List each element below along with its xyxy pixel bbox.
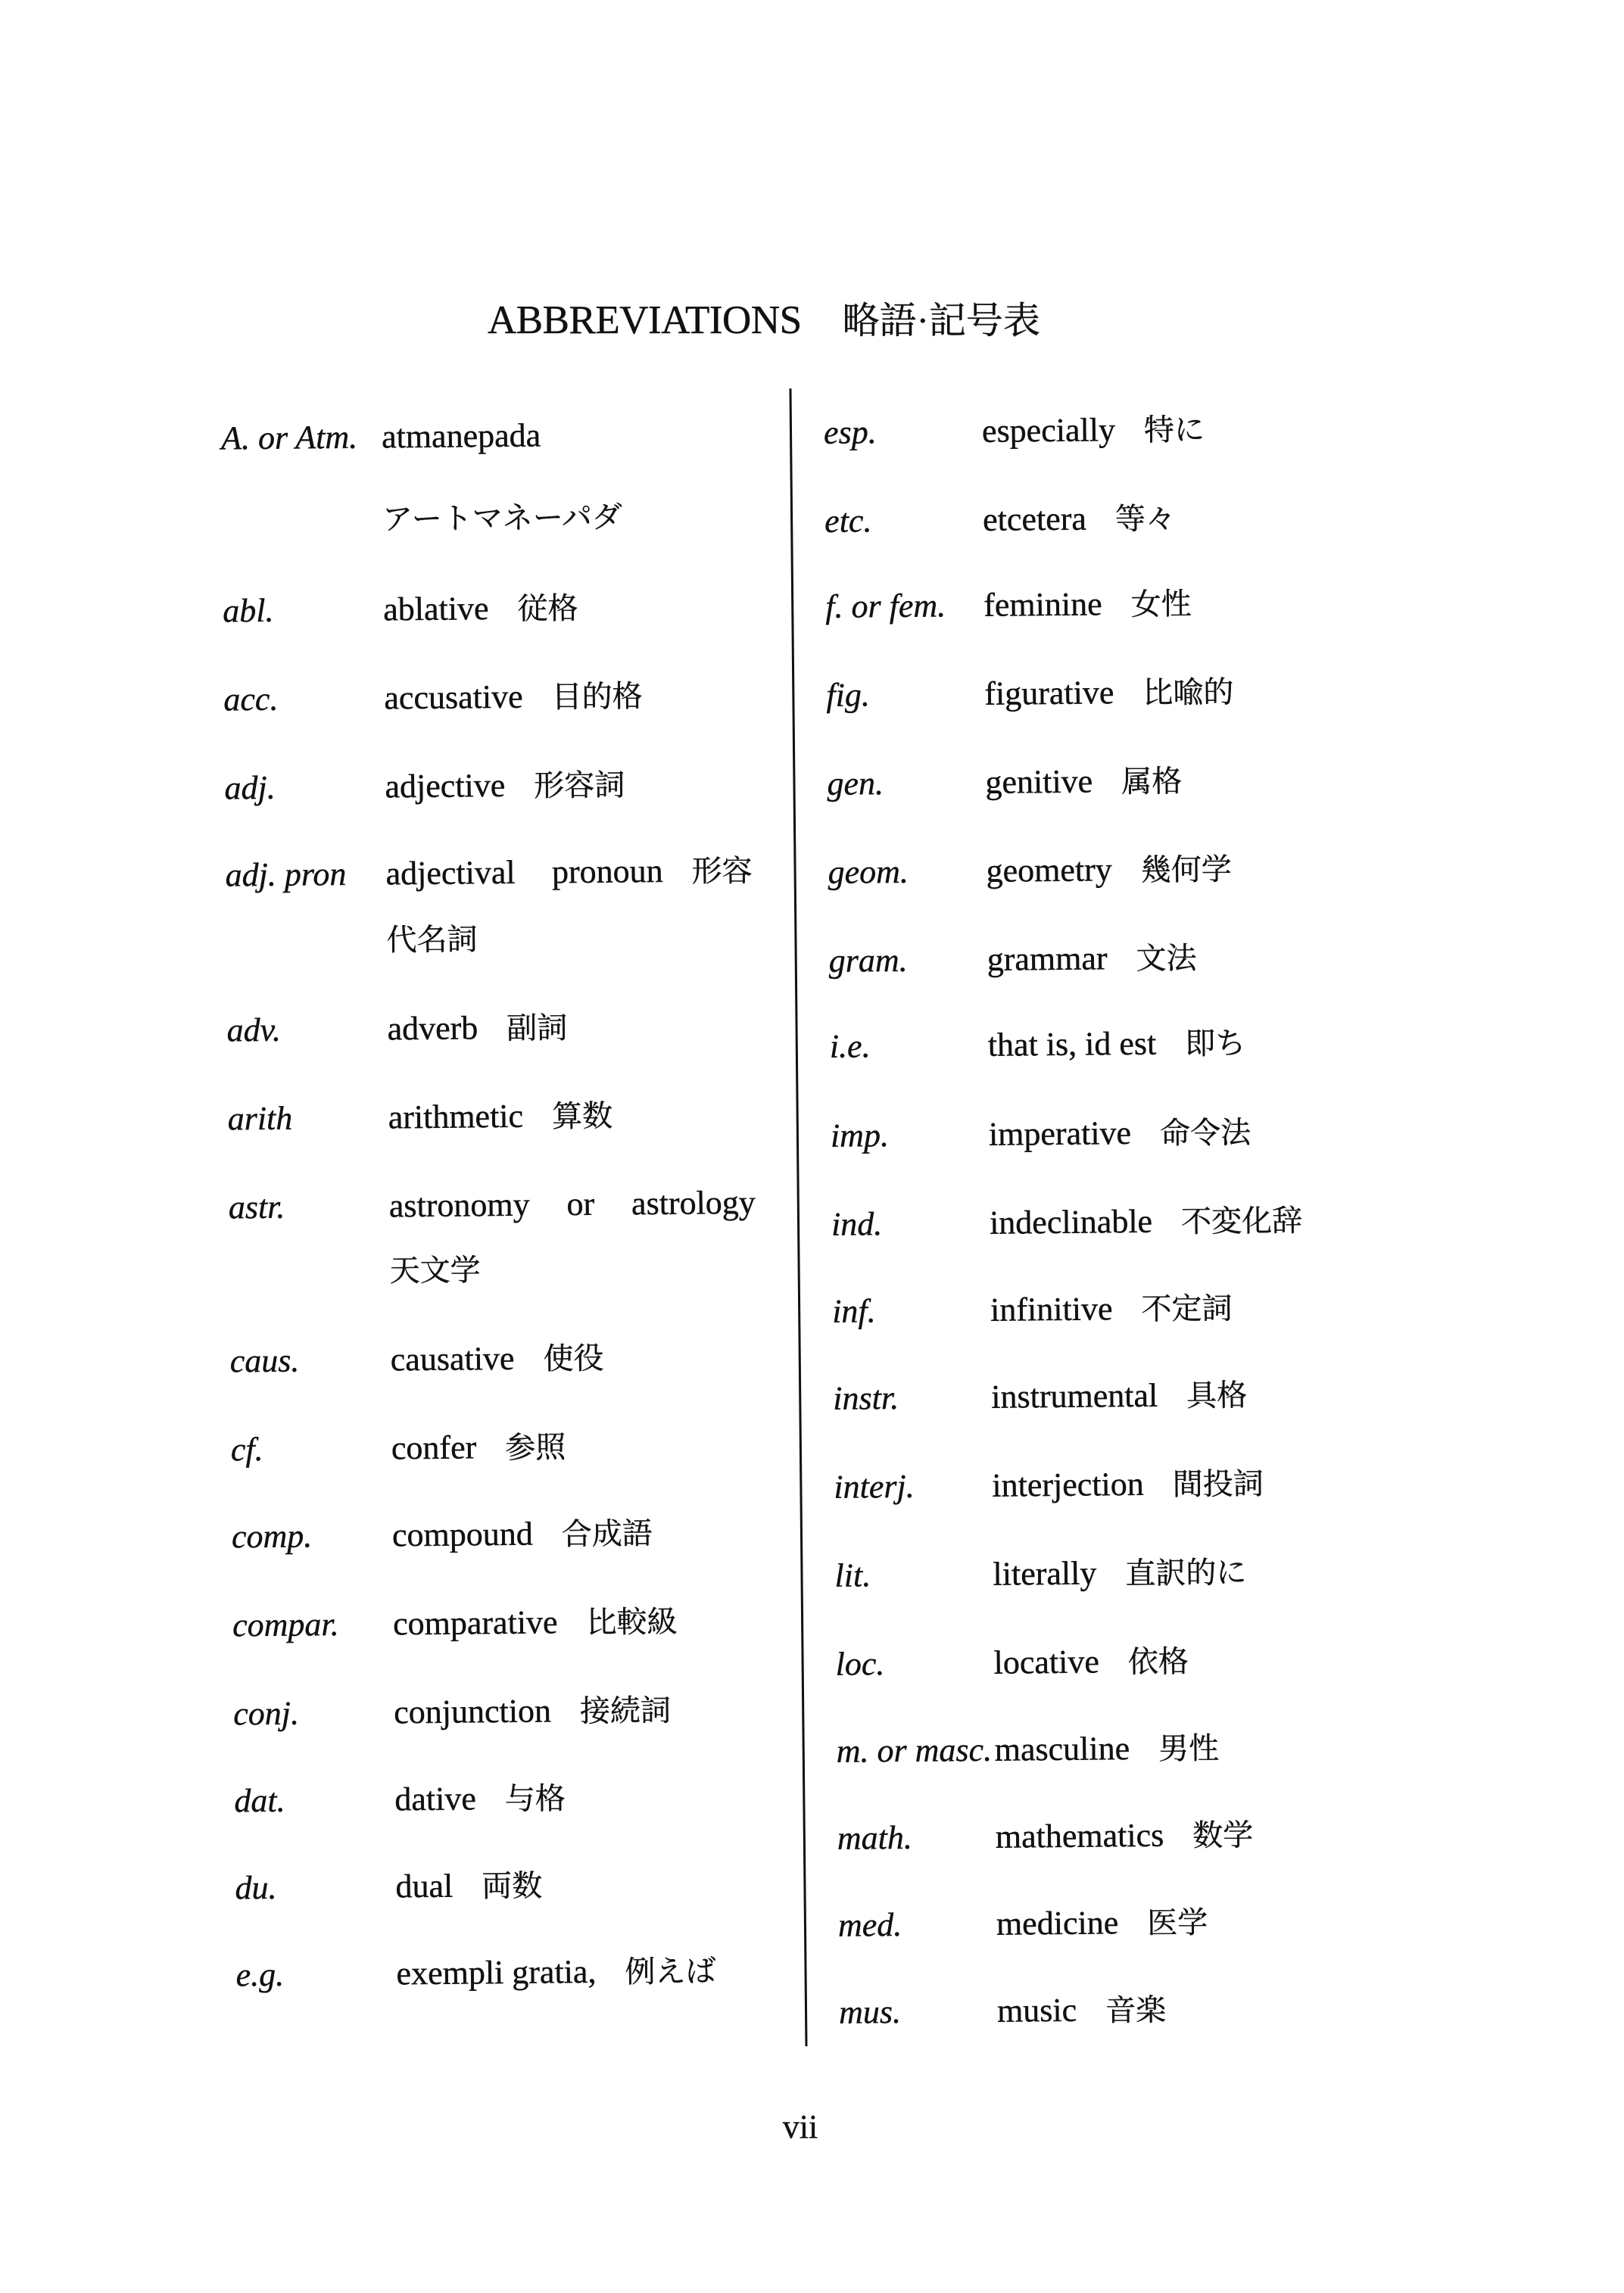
definition-japanese: 天文学 bbox=[389, 1253, 481, 1288]
definition-japanese: 命令法 bbox=[1159, 1115, 1252, 1151]
definition-english: adjective bbox=[385, 766, 506, 805]
definition bbox=[992, 1460, 1264, 1509]
abbreviation: esp. bbox=[823, 413, 877, 451]
definition-japanese: 医学 bbox=[1147, 1905, 1208, 1940]
definition-japanese: 間投詞 bbox=[1172, 1466, 1264, 1502]
definition-japanese: 使役 bbox=[543, 1341, 604, 1376]
abbreviation: abl. bbox=[223, 591, 274, 630]
definition-english: causative bbox=[390, 1339, 515, 1379]
definition-japanese: 与格 bbox=[504, 1781, 566, 1816]
entry-line bbox=[185, 844, 1435, 902]
definition-english: instrumental bbox=[991, 1376, 1158, 1416]
abbreviation: imp. bbox=[830, 1117, 890, 1154]
definition bbox=[983, 581, 1192, 629]
abbreviation: math. bbox=[837, 1818, 913, 1857]
abbreviation: adv. bbox=[226, 1011, 282, 1049]
abbreviation: med. bbox=[837, 1905, 902, 1944]
abbreviation: adj. pron bbox=[225, 855, 347, 894]
definition-english: locative bbox=[993, 1643, 1100, 1681]
definition bbox=[994, 1725, 1219, 1774]
abbreviation: interj. bbox=[834, 1467, 915, 1506]
entry-line bbox=[182, 404, 1431, 462]
definition-japanese: 女性 bbox=[1130, 587, 1192, 622]
abbreviation: A. or Atm. bbox=[220, 418, 358, 457]
entry-line bbox=[184, 667, 1433, 724]
definition-japanese: 音楽 bbox=[1105, 1992, 1167, 2028]
entry-line bbox=[191, 1370, 1440, 1428]
definition bbox=[993, 1638, 1189, 1686]
definition bbox=[990, 1285, 1233, 1334]
abbreviation: astr. bbox=[228, 1188, 285, 1226]
definition-japanese: 即ち bbox=[1185, 1026, 1246, 1061]
abbreviations-column-right bbox=[181, 357, 1447, 2080]
definition-japanese: 属格 bbox=[1121, 764, 1183, 799]
abbreviation: du. bbox=[235, 1868, 277, 1907]
definition-english: accusative bbox=[384, 678, 523, 717]
abbreviation: adj. bbox=[224, 768, 276, 807]
entry-line bbox=[182, 493, 1432, 550]
definition-japanese: 数学 bbox=[1192, 1818, 1254, 1853]
definition-english: comparative bbox=[392, 1603, 558, 1643]
entry-line bbox=[183, 578, 1433, 636]
abbreviation: caus. bbox=[229, 1341, 300, 1380]
definition-japanese: 副詞 bbox=[507, 1011, 568, 1045]
definition-japanese: 合成語 bbox=[561, 1516, 653, 1552]
abbreviation: inf. bbox=[831, 1292, 876, 1330]
definition bbox=[983, 495, 1176, 543]
entry-line bbox=[196, 1897, 1445, 1955]
abbreviation: cf. bbox=[230, 1430, 263, 1469]
abbreviation: compar. bbox=[232, 1606, 339, 1644]
definition bbox=[987, 935, 1196, 983]
definition-english: adjectival pronoun bbox=[385, 852, 663, 893]
definition-english: etcetera bbox=[982, 500, 1087, 538]
page-title-japanese: 略語·記号表 bbox=[842, 300, 1040, 341]
definition bbox=[988, 1020, 1246, 1069]
definition-japanese: 直訳的に bbox=[1125, 1555, 1247, 1591]
definition-japanese: 例えば bbox=[625, 1954, 716, 1989]
abbreviation: etc. bbox=[824, 502, 872, 540]
definition-japanese: 参照 bbox=[505, 1430, 566, 1465]
abbreviation: acc. bbox=[223, 680, 279, 718]
definition-english: atmanepada bbox=[381, 416, 541, 456]
abbreviation: f. or fem. bbox=[825, 587, 946, 625]
definition-english: infinitive bbox=[990, 1290, 1113, 1329]
abbreviation: mus. bbox=[838, 1992, 902, 2031]
definition-english: music bbox=[996, 1991, 1077, 2030]
definition-english: arithmetic bbox=[388, 1097, 524, 1136]
definition-japanese: 比喩的 bbox=[1142, 675, 1234, 710]
definition-english: dative bbox=[394, 1780, 477, 1818]
definition bbox=[985, 758, 1182, 805]
definition-japanese: 文法 bbox=[1136, 941, 1197, 976]
entry-line bbox=[188, 1018, 1437, 1076]
definition-english: astronomy or astrology bbox=[388, 1183, 756, 1225]
page-title bbox=[488, 294, 1040, 347]
entry-line bbox=[189, 1196, 1439, 1254]
definition bbox=[993, 1550, 1246, 1598]
abbreviation: comp. bbox=[231, 1517, 313, 1556]
definition bbox=[990, 1198, 1303, 1247]
abbreviation: e.g. bbox=[235, 1955, 285, 1994]
definition-english: conjunction bbox=[393, 1692, 552, 1731]
abbreviation: i.e. bbox=[829, 1027, 871, 1065]
definition-english: genitive bbox=[985, 762, 1093, 801]
abbreviation: gram. bbox=[828, 941, 908, 980]
definition-english: masculine bbox=[994, 1730, 1130, 1768]
definition-japanese: 従格 bbox=[517, 590, 578, 626]
page-title-english: ABBREVIATIONS bbox=[488, 298, 802, 342]
entry-line bbox=[195, 1810, 1445, 1868]
abbreviation: m. or masc. bbox=[836, 1731, 993, 1770]
entry-line bbox=[197, 1984, 1446, 2042]
definition-english: compound bbox=[391, 1515, 533, 1554]
entry-line bbox=[190, 1283, 1440, 1341]
abbreviations-list bbox=[181, 357, 1447, 2080]
definition-english: interjection bbox=[992, 1465, 1144, 1504]
abbreviation: loc. bbox=[835, 1645, 885, 1683]
abbreviation: gen. bbox=[827, 765, 884, 802]
definition-japanese: 不変化辞 bbox=[1180, 1203, 1303, 1239]
definition-japanese: 不定詞 bbox=[1141, 1291, 1233, 1326]
definition bbox=[996, 1812, 1254, 1860]
definition-english: especially bbox=[981, 411, 1116, 450]
definition-english: figurative bbox=[984, 674, 1114, 712]
definition-english: mathematics bbox=[995, 1816, 1164, 1855]
definition-japanese: 接続詞 bbox=[579, 1693, 672, 1728]
definition-japanese: 依格 bbox=[1127, 1644, 1189, 1680]
definition bbox=[997, 1987, 1167, 2035]
definition-english: feminine bbox=[983, 585, 1102, 624]
definition bbox=[986, 846, 1232, 895]
abbreviation: instr. bbox=[833, 1379, 899, 1417]
entry-line bbox=[192, 1547, 1442, 1605]
entry-line bbox=[192, 1459, 1442, 1516]
definition-japanese: 形容 bbox=[691, 853, 753, 889]
definition-english: indeclinable bbox=[989, 1202, 1153, 1242]
entry-line bbox=[195, 1723, 1445, 1781]
definition bbox=[996, 1899, 1208, 1948]
definition-english: confer bbox=[391, 1428, 477, 1467]
entry-line bbox=[193, 1636, 1443, 1693]
abbreviation: fig. bbox=[826, 676, 871, 714]
definition-english: dual bbox=[395, 1867, 454, 1905]
abbreviation: dat. bbox=[234, 1781, 285, 1820]
definition-english: literally bbox=[993, 1554, 1097, 1593]
abbreviation: conj. bbox=[233, 1694, 300, 1733]
definition-english: medicine bbox=[996, 1904, 1119, 1943]
definition-japanese: 具格 bbox=[1186, 1378, 1248, 1413]
definition-english: ablative bbox=[383, 590, 489, 628]
definition bbox=[991, 1372, 1248, 1421]
abbreviation: geom. bbox=[828, 852, 909, 891]
definition-japanese: 比較級 bbox=[586, 1604, 678, 1640]
definition-english: exempli gratia, bbox=[396, 1952, 597, 1992]
definition-english: geometry bbox=[986, 851, 1112, 889]
abbreviation: ind. bbox=[831, 1205, 883, 1243]
abbreviation: lit. bbox=[834, 1556, 871, 1594]
definition-japanese: 両数 bbox=[481, 1868, 543, 1904]
page-number: vii bbox=[782, 2108, 818, 2145]
abbreviation: arith bbox=[227, 1099, 293, 1138]
definition-japanese: 男性 bbox=[1158, 1731, 1220, 1766]
definition-japanese: 代名詞 bbox=[386, 922, 478, 958]
definition-english: imperative bbox=[988, 1114, 1132, 1153]
definition-japanese: 目的格 bbox=[551, 679, 643, 715]
definition-english: grammar bbox=[987, 939, 1108, 978]
entry-line bbox=[189, 1108, 1438, 1165]
definition-japanese: 形容詞 bbox=[534, 768, 625, 803]
definition bbox=[989, 1109, 1252, 1157]
entry-line bbox=[185, 756, 1434, 813]
definition-japanese: アートマネーパダ bbox=[382, 500, 623, 537]
definition-japanese: 特に bbox=[1143, 413, 1205, 447]
definition-japanese: 算数 bbox=[551, 1098, 613, 1134]
definition bbox=[982, 407, 1205, 455]
definition bbox=[984, 669, 1234, 718]
definition-japanese: 幾何学 bbox=[1140, 852, 1232, 887]
definition-japanese: 等々 bbox=[1114, 501, 1177, 537]
entry-line bbox=[186, 933, 1435, 990]
definition-english: adverb bbox=[387, 1009, 478, 1048]
definition-english: that is, id est bbox=[987, 1024, 1157, 1064]
